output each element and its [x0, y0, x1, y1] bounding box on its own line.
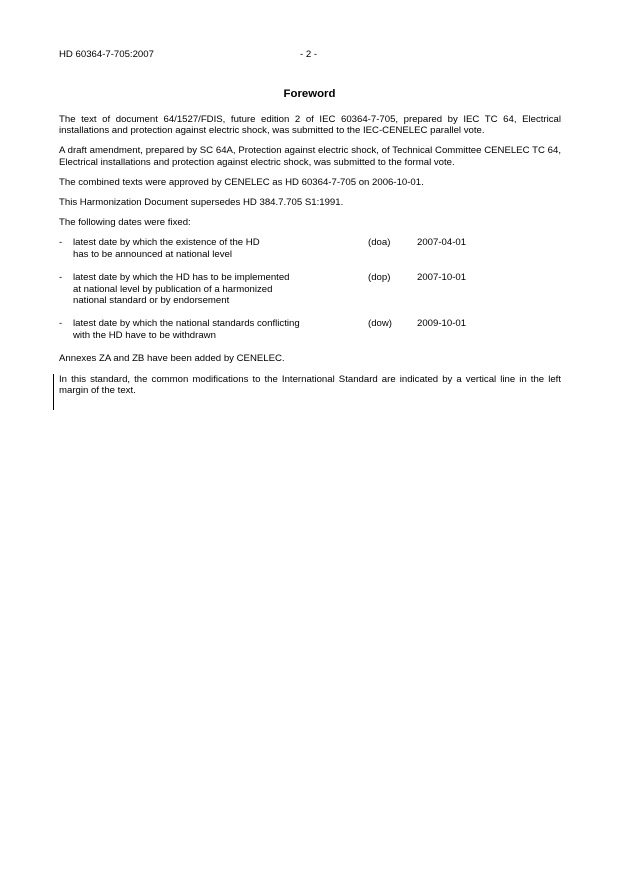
list-dash: -	[59, 272, 63, 284]
paragraph-approval: The combined texts were approved by CENELEC as HD 60364-7-705 on 2006-10-01.	[59, 176, 424, 188]
date-description: latest date by which the HD has to be implemented at national level by publication of a harmonized national standard or by endorsement	[73, 272, 290, 306]
page-number: - 2 -	[300, 49, 318, 60]
date-code: (doa)	[368, 237, 391, 249]
date-code: (dop)	[368, 272, 391, 284]
dates-list	[59, 237, 561, 340]
paragraph-supersedes: This Harmonization Document supersedes HD 384.7.705 S1:1991.	[59, 197, 344, 209]
paragraph-dates-intro: The following dates were fixed:	[59, 217, 191, 229]
date-description: latest date by which the national standards conflicting with the HD have to be withdrawn	[73, 318, 300, 341]
date-value: 2007-04-01	[417, 237, 467, 249]
document-id: HD 60364-7-705:2007	[59, 49, 154, 60]
modification-margin-line	[53, 374, 54, 410]
list-item	[59, 272, 561, 305]
paragraph-fdis: The text of document 64/1527/FDIS, future edition 2 of IEC 60364-7-705, prepared by IEC TC 64, Electrical installations and protection against electric shock, was submitted to the IEC-CENELEC parallel vote.	[59, 114, 561, 137]
date-code: (dow)	[368, 318, 392, 330]
list-item	[59, 318, 561, 340]
list-dash: -	[59, 318, 63, 330]
date-value: 2009-10-01	[417, 318, 467, 330]
list-item	[59, 237, 561, 259]
paragraph-draft-amendment: A draft amendment, prepared by SC 64A, Protection against electric shock, of Technical Committee CENELEC TC 64, Electrical installations and protection against electric shock, was submitted to the formal vote.	[59, 145, 561, 168]
paragraph-common-modifications: In this standard, the common modifications to the International Standard are indicated by a vertical line in the left margin of the text.	[59, 373, 561, 396]
paragraph-annexes: Annexes ZA and ZB have been added by CENELEC.	[59, 353, 285, 365]
page-title: Foreword	[283, 88, 336, 100]
date-description: latest date by which the existence of the HD has to be announced at national level	[73, 237, 260, 260]
foreword-body	[59, 114, 561, 405]
modification-block	[59, 374, 561, 396]
list-dash: -	[59, 237, 63, 249]
date-value: 2007-10-01	[417, 272, 467, 284]
